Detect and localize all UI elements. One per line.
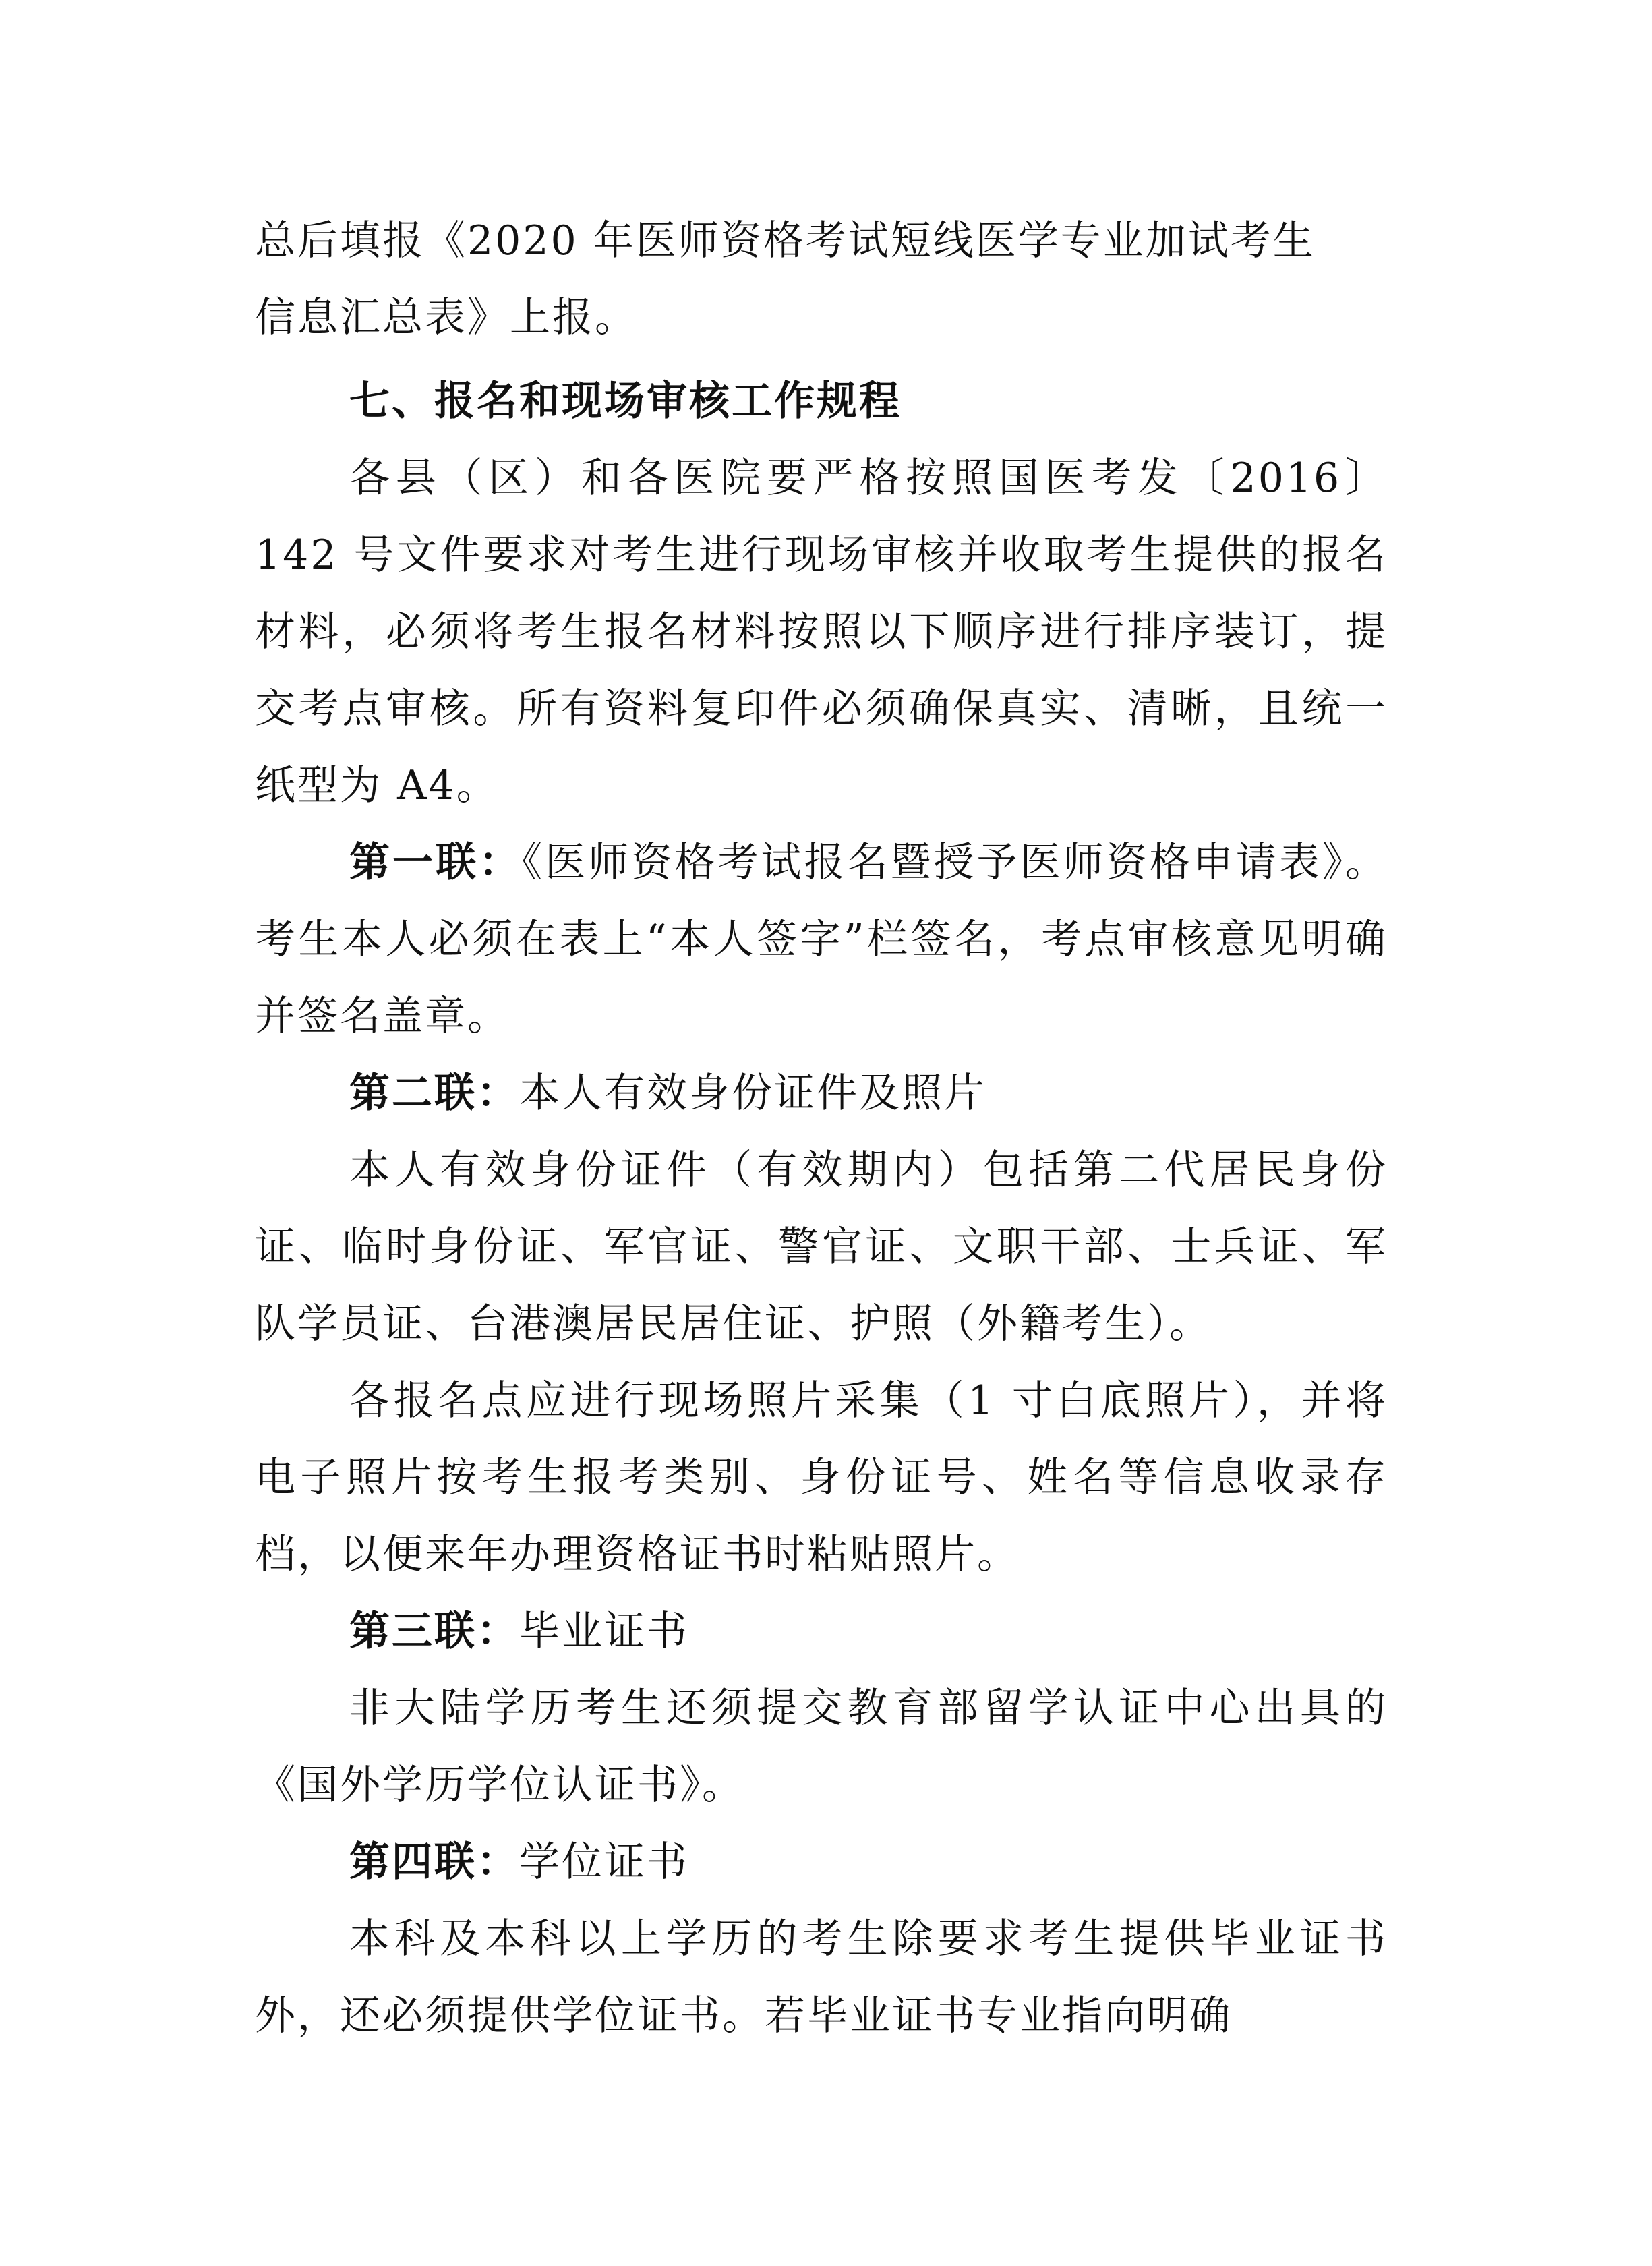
item-3-text: 毕业证书 [519,1608,689,1655]
item-1-text: 《医师资格考试报名暨授予医师资格申请表》。考生本人必须在表上“本人签字”栏签名，考点审核意见明确并签名盖章。 [255,839,1388,1040]
item-4-lead: 第四联： [349,1838,519,1886]
continuation-line-1: 总后填报《2020 年医师资格考试短线医学专业加试考生 [255,217,1316,264]
item-4-paragraph [255,1824,1388,1900]
section-heading: 七、报名和现场审核工作规程 [349,378,902,425]
intro-paragraph: 各县（区）和各医院要严格按照国医考发〔2016〕142 号文件要求对考生进行现场审核并收取考生提供的报名材料，必须将考生报名材料按照以下顺序进行排序装订，提交考点审核。所有资料复印件必须确保真实、清晰，且统一纸型为 A4。 [255,455,1388,809]
continuation-line-2: 信息汇总表》上报。 [255,294,637,341]
item-1-paragraph [255,824,1388,1055]
item-3-lead: 第三联： [349,1608,519,1655]
item-2-detail-2: 各报名点应进行现场照片采集（1 寸白底照片），并将电子照片按考生报考类别、身份证号、姓名等信息收录存档，以便来年办理资格证书时粘贴照片。 [255,1377,1388,1578]
item-4-detail: 本科及本科以上学历的考生除要求考生提供毕业证书外，还必须提供学位证书。若毕业证书专业指向明确 [255,1915,1388,2039]
item-2-paragraph [255,1055,1388,1132]
item-2-lead: 第二联： [349,1070,519,1117]
item-2-detail-1: 本人有效身份证件（有效期内）包括第二代居民身份证、临时身份证、军官证、警官证、文职干部、士兵证、军队学员证、台港澳居民居住证、护照（外籍考生）。 [255,1146,1388,1347]
item-4-text: 学位证书 [519,1838,689,1886]
item-3-paragraph [255,1593,1388,1670]
continuation-paragraph [255,202,1388,356]
item-3-detail: 非大陆学历考生还须提交教育部留学认证中心出具的《国外学历学位认证书》。 [255,1685,1388,1809]
item-2-text: 本人有效身份证件及照片 [519,1070,986,1117]
item-1-lead: 第一联： [349,839,523,886]
